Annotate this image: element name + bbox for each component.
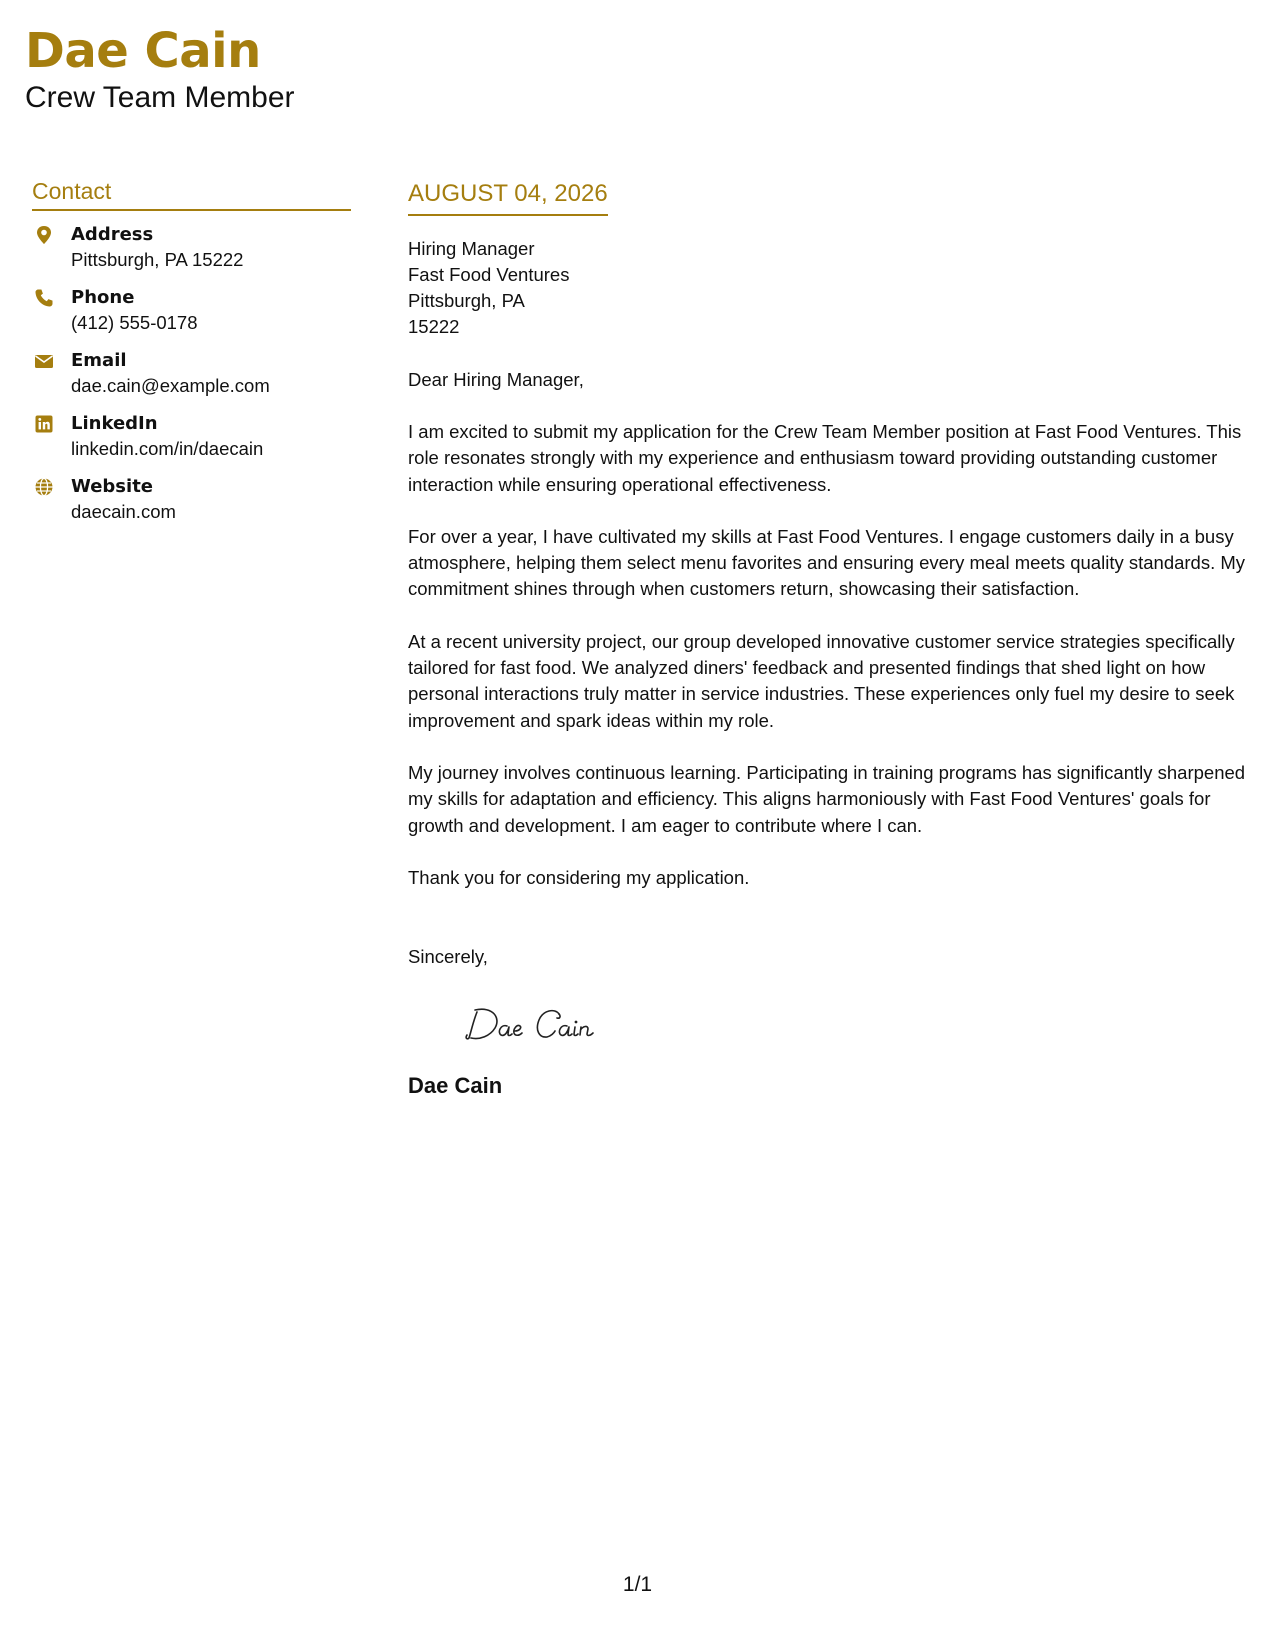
phone-icon [34, 288, 54, 308]
date-block [408, 178, 608, 216]
contact-label: Website [71, 476, 154, 497]
recipient-line: 15222 [408, 316, 460, 337]
contact-heading: Contact [32, 176, 351, 211]
contact-value: Pittsburgh, PA 15222 [71, 249, 244, 270]
applicant-name: Dae Cain [25, 23, 261, 79]
letter-date: AUGUST 04, 2026 [408, 180, 608, 207]
body-paragraph: At a recent university project, our group developed innovative customer service strategies specifically tailored for fast food. We analyzed diners' feedback and presented findings that shed light on how personal interactions truly matter in service industries. These experiences only fuel my desire to seek improvement and spark ideas within my role. [408, 630, 1235, 731]
salutation: Dear Hiring Manager, [408, 369, 584, 390]
envelope-icon [34, 351, 54, 371]
signer-name: Dae Cain [408, 1072, 503, 1098]
contact-item-email [32, 349, 351, 412]
closing-thanks: Thank you for considering my application. [408, 866, 750, 888]
contact-label: Address [71, 224, 154, 245]
letter-body [408, 178, 1248, 1100]
page-number: 1/1 [622, 1573, 653, 1596]
contact-item-website [32, 475, 351, 538]
contact-value: (412) 555-0178 [71, 312, 198, 333]
recipient-address [408, 236, 1248, 340]
body-paragraph: For over a year, I have cultivated my skills at Fast Food Ventures. I engage customers daily in a busy atmosphere, helping them select menu favorites and ensuring every meal meets quality standards. My commitment shines through when customers return, showcasing their satisfaction. [408, 525, 1246, 600]
contact-list [32, 223, 351, 538]
contact-value: daecain.com [71, 501, 176, 522]
recipient-line: Fast Food Ventures [408, 264, 570, 285]
body-paragraph: My journey involves continuous learning. Participating in training programs has significantly sharpened my skills for adaptation and efficiency. This aligns harmoniously with Fast Food Ventures' goals for growth and development. I am eager to contribute where I can. [408, 761, 1246, 836]
recipient-line: Hiring Manager [408, 238, 535, 259]
contact-item-phone [32, 286, 351, 349]
contact-sidebar [32, 176, 351, 538]
header [25, 22, 295, 116]
sign-off: Sincerely, [408, 945, 488, 967]
recipient-line: Pittsburgh, PA [408, 290, 525, 311]
contact-value: linkedin.com/in/daecain [71, 438, 264, 459]
contact-value: dae.cain@example.com [71, 375, 270, 396]
contact-item-address [32, 223, 351, 286]
map-pin-icon [34, 225, 54, 245]
contact-label: Phone [71, 287, 135, 308]
job-title: Crew Team Member [25, 81, 295, 114]
globe-icon [34, 477, 54, 497]
handwritten-signature [463, 1000, 623, 1046]
contact-item-linkedin [32, 412, 351, 475]
contact-label: Email [71, 350, 127, 371]
linkedin-icon [34, 414, 54, 434]
contact-label: LinkedIn [71, 413, 158, 434]
body-paragraph: I am excited to submit my application for the Crew Team Member position at Fast Food Ventures. This role resonates strongly with my experience and enthusiasm toward providing outstanding customer interaction while ensuring operational effectiveness. [408, 421, 1242, 495]
